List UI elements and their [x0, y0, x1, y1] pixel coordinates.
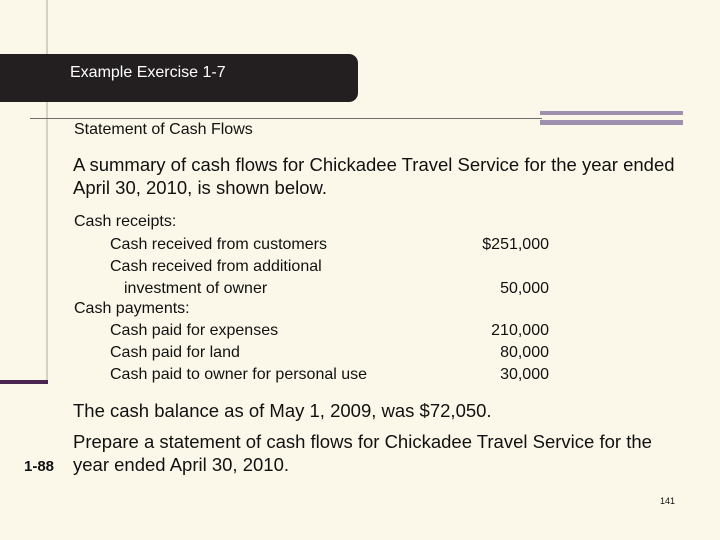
left-accent-bar	[0, 380, 48, 384]
paid-owner-amount: 30,000	[500, 366, 549, 383]
balance-note: The cash balance as of May 1, 2009, was $72,050.	[73, 400, 492, 421]
intro-paragraph: A summary of cash flows for Chickadee Travel Service for the year ended April 30, 2010, is shown below.	[73, 154, 675, 198]
paid-land-label: Cash paid for land	[110, 344, 240, 361]
right-accent-bar-bottom	[540, 120, 683, 125]
paid-land-amount: 80,000	[500, 344, 549, 361]
section-subtitle: Statement of Cash Flows	[74, 121, 253, 138]
title-bar	[0, 54, 358, 102]
received-additional-amount: 50,000	[500, 280, 549, 297]
instruction-paragraph: Prepare a statement of cash flows for Chickadee Travel Service for the year ended April 30, 2010.	[73, 431, 652, 475]
slide-number: 1-88	[24, 458, 55, 475]
page-number: 141	[660, 496, 676, 506]
exercise-title: Example Exercise 1-7	[70, 64, 226, 81]
paid-expenses-amount: 210,000	[491, 322, 549, 339]
received-additional-label-line2: investment of owner	[124, 280, 268, 297]
receipts-heading: Cash receipts:	[74, 213, 177, 230]
paid-owner-label: Cash paid to owner for personal use	[110, 366, 368, 383]
header-rule	[30, 118, 542, 119]
received-customers-amount: $251,000	[482, 236, 549, 253]
received-customers-label: Cash received from customers	[110, 236, 327, 253]
received-additional-label-line1: Cash received from additional	[110, 258, 322, 275]
paid-expenses-label: Cash paid for expenses	[110, 322, 279, 339]
payments-heading: Cash payments:	[74, 300, 190, 317]
right-accent-bar-top	[540, 111, 683, 115]
